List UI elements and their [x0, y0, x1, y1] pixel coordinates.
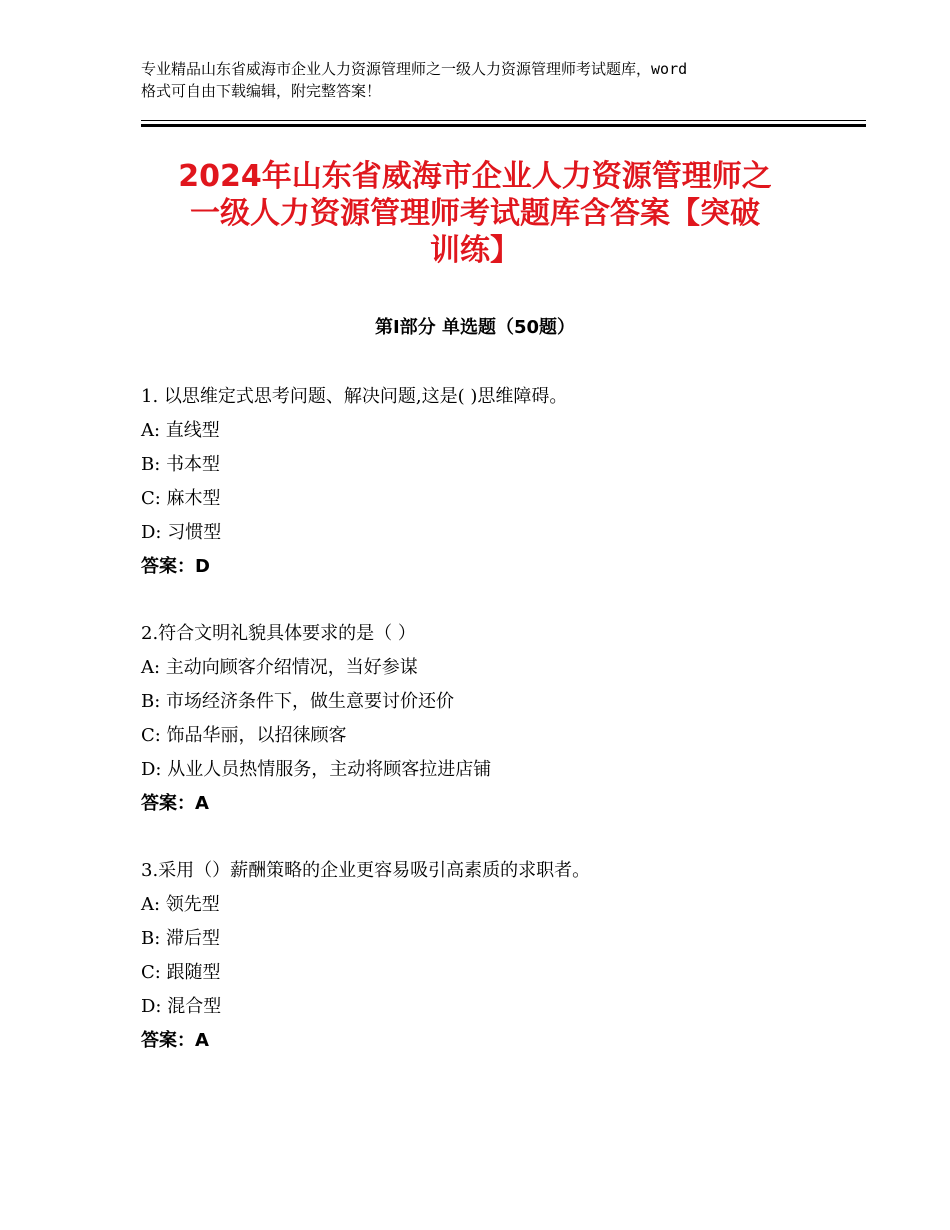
header-note: [141, 58, 821, 102]
question-answer: 答案：A: [141, 793, 209, 814]
question-answer: 答案：D: [141, 556, 210, 577]
question-list: [141, 383, 841, 1061]
document-title-line-1: 2024年山东省威海市企业人力资源管理师之: [178, 159, 772, 194]
section-title: 第Ⅰ部分 单选题（50题）: [374, 317, 575, 338]
question-option: C: 跟随型: [141, 962, 221, 983]
question-spacer: [141, 587, 841, 620]
question-stem: 1. 以思维定式思考问题、解决问题,这是( )思维障碍。: [141, 386, 568, 407]
question-item: [141, 383, 841, 587]
document-title-line-3: 训练】: [430, 233, 520, 268]
question-spacer: [141, 824, 841, 857]
question-option: B: 滞后型: [141, 928, 221, 949]
question-option: B: 市场经济条件下，做生意要讨价还价: [141, 691, 455, 712]
question-option: A: 直线型: [141, 420, 220, 441]
question-stem: 3.采用（）薪酬策略的企业更容易吸引高素质的求职者。: [141, 860, 591, 881]
header-note-line-2: 格式可自由下载编辑，附完整答案！: [141, 82, 382, 100]
question-stem: 2.符合文明礼貌具体要求的是（ ）: [141, 623, 416, 644]
document-title: [120, 158, 830, 269]
question-option: D: 混合型: [141, 996, 222, 1017]
header-divider-thin: [141, 120, 866, 121]
question-option: A: 主动向顾客介绍情况，当好参谋: [141, 657, 418, 678]
question-option: A: 领先型: [141, 894, 220, 915]
question-item: [141, 857, 841, 1061]
question-option: D: 从业人员热情服务，主动将顾客拉进店铺: [141, 759, 492, 780]
question-option: C: 麻木型: [141, 488, 221, 509]
question-option: B: 书本型: [141, 454, 221, 475]
document-title-line-2: 一级人力资源管理师考试题库含答案【突破: [190, 196, 760, 231]
header-divider-thick: [141, 124, 866, 127]
header-note-line-1: 专业精品山东省威海市企业人力资源管理师之一级人力资源管理师考试题库，word: [141, 60, 688, 78]
question-option: C: 饰品华丽，以招徕顾客: [141, 725, 347, 746]
question-item: [141, 620, 841, 824]
question-option: D: 习惯型: [141, 522, 222, 543]
question-answer: 答案：A: [141, 1030, 209, 1051]
